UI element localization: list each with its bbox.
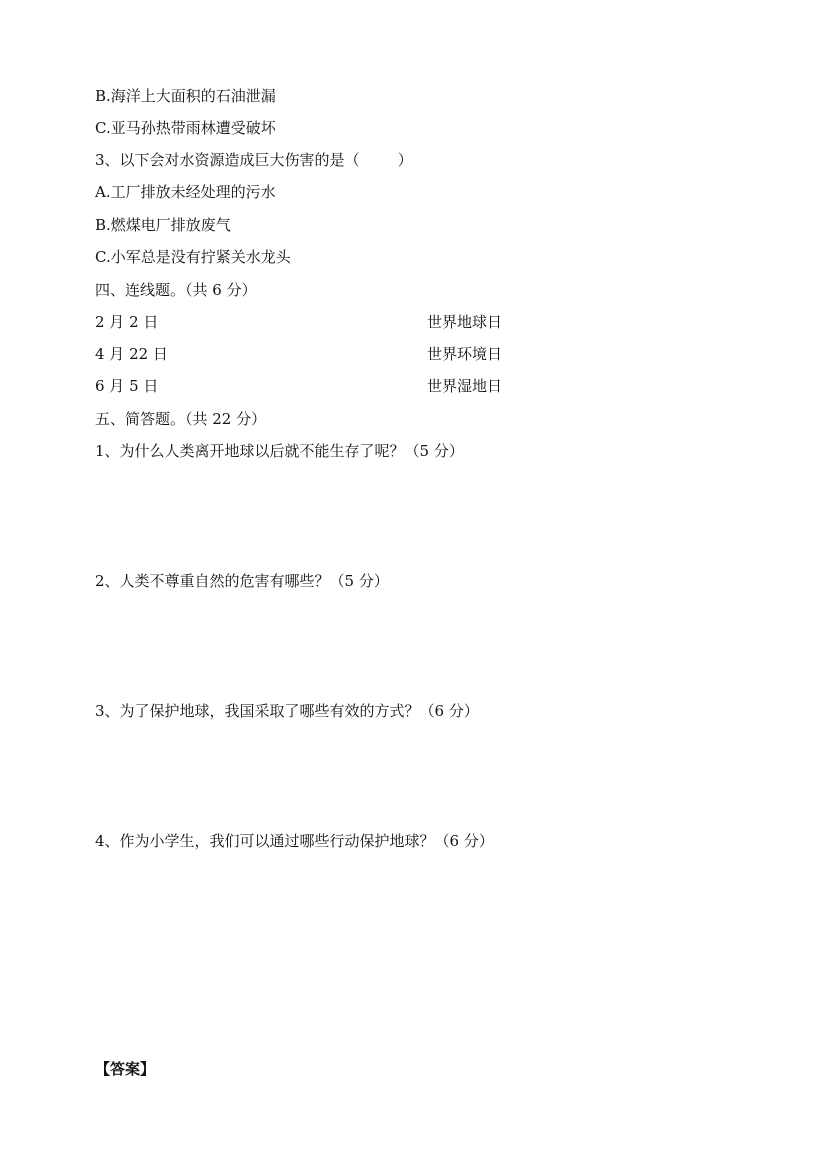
question-3-option-a: A.工厂排放未经处理的污水: [95, 183, 276, 201]
question-3-option-b: B.燃煤电厂排放废气: [95, 216, 231, 234]
short-answer-question-1: 1、为什么人类离开地球以后就不能生存了呢？（5 分）: [95, 442, 464, 460]
matching-left-date-2: 4 月 22 日: [95, 345, 168, 363]
short-answer-question-2: 2、人类不尊重自然的危害有哪些？（5 分）: [95, 572, 389, 590]
section-4-heading: 四、连线题。（共 6 分）: [95, 281, 257, 299]
question-3-stem: 3、以下会对水资源造成巨大伤害的是（ ）: [95, 151, 413, 169]
short-answer-question-3: 3、为了保护地球，我国采取了哪些有效的方式？（6 分）: [95, 702, 479, 720]
question-3-option-c: C.小军总是没有拧紧关水龙头: [95, 248, 291, 266]
matching-right-day-3: 世界湿地日: [427, 377, 503, 395]
answer-heading: 【答案】: [95, 1060, 156, 1078]
matching-right-day-1: 世界地球日: [427, 313, 503, 331]
option-c-rainforest: C.亚马孙热带雨林遭受破坏: [95, 119, 276, 137]
matching-right-day-2: 世界环境日: [427, 345, 503, 363]
matching-left-date-3: 6 月 5 日: [95, 377, 159, 395]
section-5-heading: 五、简答题。（共 22 分）: [95, 410, 267, 428]
matching-left-date-1: 2 月 2 日: [95, 313, 159, 331]
short-answer-question-4: 4、作为小学生，我们可以通过哪些行动保护地球？（6 分）: [95, 832, 494, 850]
option-b-oil-spill: B.海洋上大面积的石油泄漏: [95, 87, 276, 105]
